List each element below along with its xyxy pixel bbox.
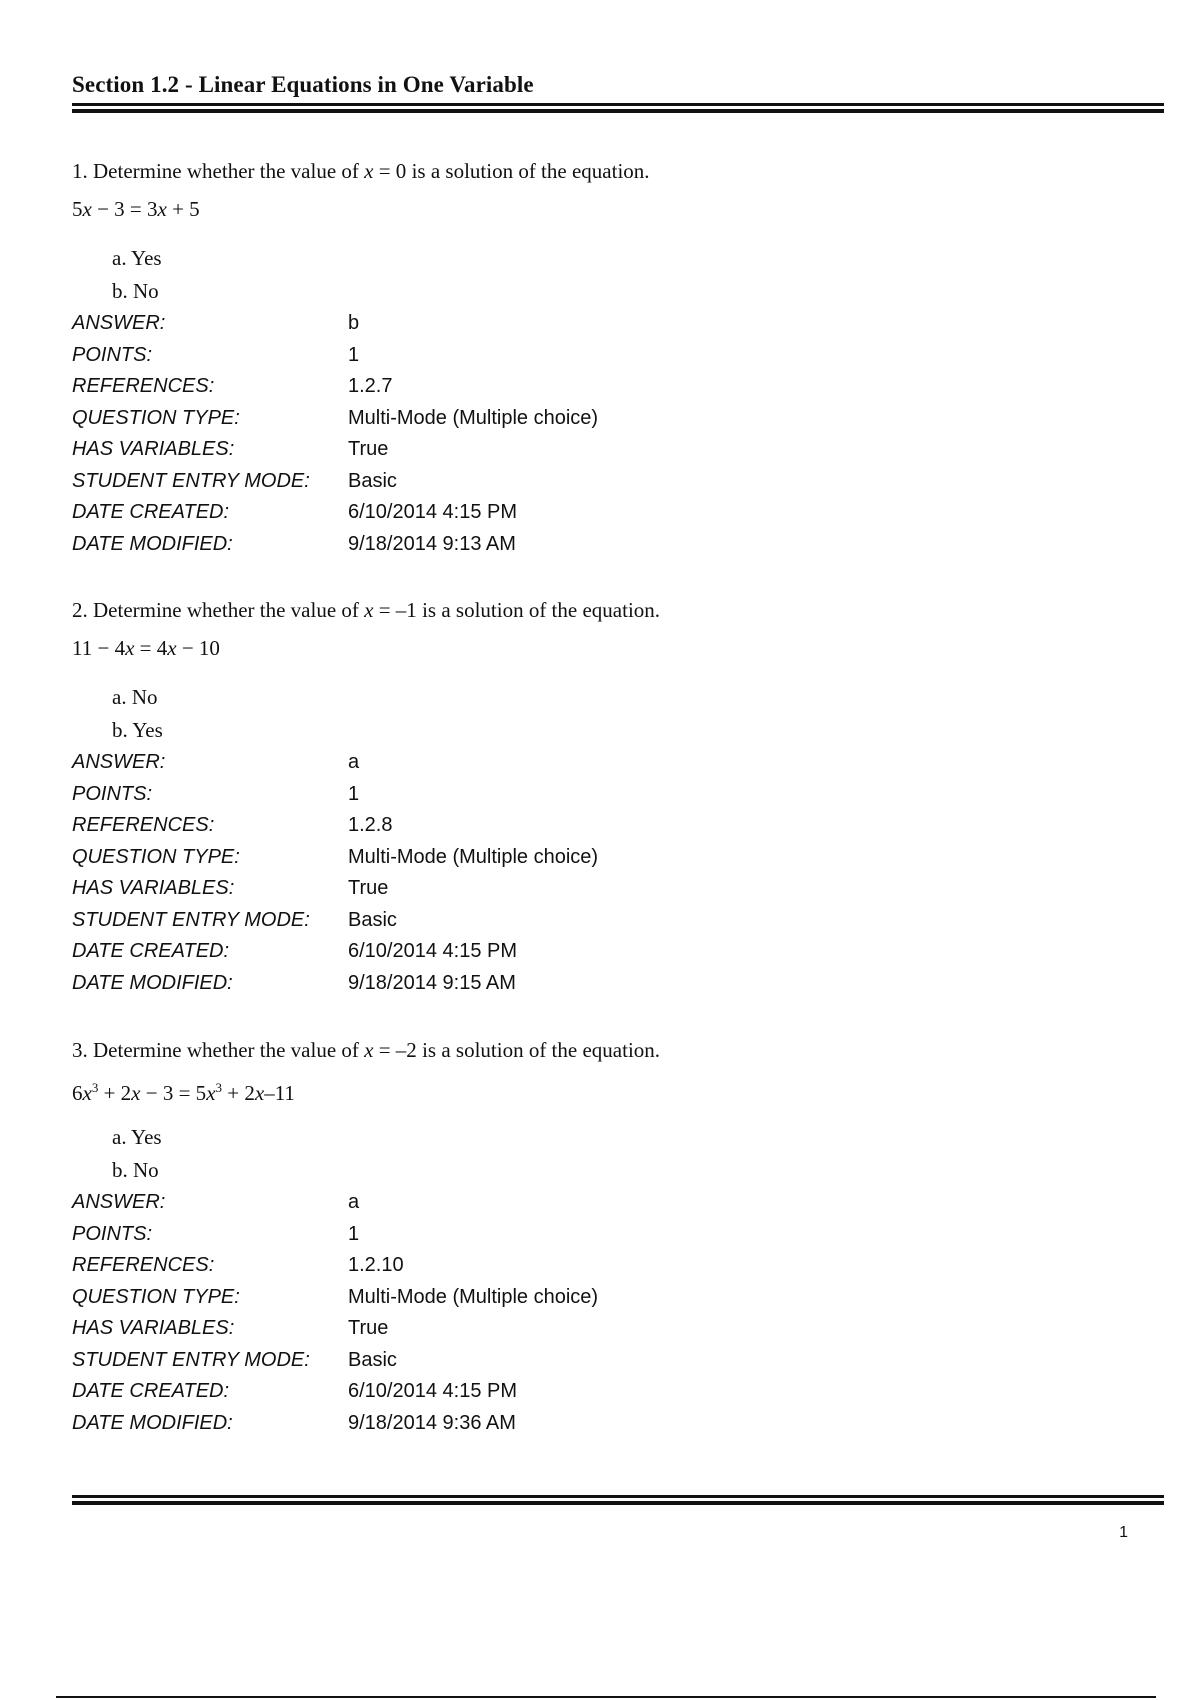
question-prompt: 1. Determine whether the value of x = 0 is a solution of the equation. (72, 159, 650, 183)
question-prompt: 2. Determine whether the value of x = –1 is a solution of the equation. (72, 598, 661, 622)
metadata-row (72, 1313, 1164, 1345)
question-prompt: 3. Determine whether the value of x = –2 is a solution of the equation. (72, 1038, 661, 1062)
answer-choices (72, 681, 1164, 747)
metadata-key: STUDENT ENTRY MODE: (72, 469, 310, 492)
metadata-row (72, 905, 1164, 937)
metadata-row (72, 403, 1164, 435)
metadata-value: a (348, 751, 360, 773)
question-block (72, 1033, 1164, 1439)
metadata-value: 1.2.8 (348, 814, 393, 836)
metadata-row (72, 873, 1164, 905)
metadata-row (72, 1187, 1164, 1219)
metadata-key: QUESTION TYPE: (72, 406, 240, 429)
metadata-value: Basic (348, 1348, 397, 1371)
metadata-key: DATE CREATED: (72, 501, 230, 523)
metadata-row (72, 810, 1164, 842)
metadata-key: REFERENCES: (72, 1254, 215, 1276)
metadata-key: REFERENCES: (72, 375, 215, 397)
metadata-key: ANSWER: (72, 751, 166, 773)
metadata-row (72, 1345, 1164, 1377)
metadata-value: 9/18/2014 9:36 AM (348, 1411, 516, 1434)
metadata-key: POINTS: (72, 1222, 153, 1245)
metadata-key: QUESTION TYPE: (72, 845, 240, 868)
metadata-value: 6/10/2014 4:15 PM (348, 940, 518, 962)
answer-choices (72, 242, 1164, 308)
question-metadata (72, 1187, 1164, 1439)
answer-choices (72, 1121, 1164, 1187)
metadata-value: True (348, 1317, 389, 1339)
question-metadata (72, 747, 1164, 999)
metadata-row (72, 371, 1164, 403)
section-title: Section 1.2 - Linear Equations in One Variable (72, 72, 534, 97)
metadata-row (72, 1250, 1164, 1282)
question-equation: $6x^3 + 2x - 3 = 5x^3 + 2x-11$ (72, 1080, 295, 1105)
metadata-value: 9/18/2014 9:15 AM (348, 971, 516, 994)
answer-choice: a. Yes (112, 246, 162, 270)
metadata-value: b (348, 312, 360, 334)
metadata-value: 6/10/2014 4:15 PM (348, 501, 518, 523)
answer-choice: a. No (112, 685, 158, 709)
metadata-key: REFERENCES: (72, 814, 215, 836)
metadata-value: 1 (348, 782, 360, 805)
metadata-value: 6/10/2014 4:15 PM (348, 1380, 518, 1402)
metadata-value: True (348, 438, 389, 460)
metadata-value: 9/18/2014 9:13 AM (348, 532, 516, 555)
metadata-value: Basic (348, 469, 397, 492)
metadata-row (72, 1376, 1164, 1408)
metadata-key: DATE CREATED: (72, 940, 230, 962)
question-equation: 5x − 3 = 3x + 5 (72, 197, 200, 221)
metadata-value: 1.2.7 (348, 375, 393, 397)
page-bottom-line (56, 1696, 1156, 1698)
metadata-value: True (348, 877, 389, 899)
metadata-value: Multi-Mode (Multiple choice) (348, 845, 599, 868)
answer-choice: b. No (112, 1158, 159, 1182)
metadata-key: POINTS: (72, 782, 153, 805)
metadata-row (72, 1408, 1164, 1440)
metadata-row (72, 497, 1164, 529)
metadata-key: ANSWER: (72, 1191, 166, 1213)
metadata-row (72, 308, 1164, 340)
metadata-value: 1 (348, 1222, 360, 1245)
metadata-key: DATE MODIFIED: (72, 971, 233, 994)
header-double-rule (72, 103, 1164, 113)
metadata-row (72, 968, 1164, 1000)
metadata-row (72, 779, 1164, 811)
metadata-key: DATE MODIFIED: (72, 1411, 233, 1434)
metadata-row (72, 936, 1164, 968)
metadata-row (72, 434, 1164, 466)
metadata-key: DATE MODIFIED: (72, 532, 233, 555)
metadata-row (72, 466, 1164, 498)
question-block (72, 593, 1164, 999)
metadata-row (72, 747, 1164, 779)
metadata-row (72, 842, 1164, 874)
metadata-key: POINTS: (72, 343, 153, 366)
metadata-value: 1 (348, 343, 360, 366)
question-metadata (72, 308, 1164, 560)
answer-choice: a. Yes (112, 1125, 162, 1149)
metadata-key: ANSWER: (72, 312, 166, 334)
metadata-row (72, 1282, 1164, 1314)
metadata-value: Multi-Mode (Multiple choice) (348, 406, 599, 429)
page-number: 1 (1119, 1524, 1128, 1541)
metadata-key: QUESTION TYPE: (72, 1285, 240, 1308)
answer-choice: b. Yes (112, 718, 163, 742)
metadata-row (72, 340, 1164, 372)
metadata-key: HAS VARIABLES: (72, 877, 235, 899)
metadata-key: DATE CREATED: (72, 1380, 230, 1402)
question-block (72, 154, 1164, 560)
metadata-key: HAS VARIABLES: (72, 1317, 235, 1339)
answer-choice: b. No (112, 279, 159, 303)
metadata-key: STUDENT ENTRY MODE: (72, 908, 310, 931)
metadata-value: a (348, 1191, 360, 1213)
metadata-value: 1.2.10 (348, 1254, 404, 1276)
metadata-key: HAS VARIABLES: (72, 438, 235, 460)
question-equation: 11 − 4x = 4x − 10 (72, 636, 220, 660)
metadata-key: STUDENT ENTRY MODE: (72, 1348, 310, 1371)
metadata-value: Multi-Mode (Multiple choice) (348, 1285, 599, 1308)
metadata-value: Basic (348, 908, 397, 931)
footer-double-rule (72, 1495, 1164, 1505)
metadata-row (72, 529, 1164, 561)
metadata-row (72, 1219, 1164, 1251)
